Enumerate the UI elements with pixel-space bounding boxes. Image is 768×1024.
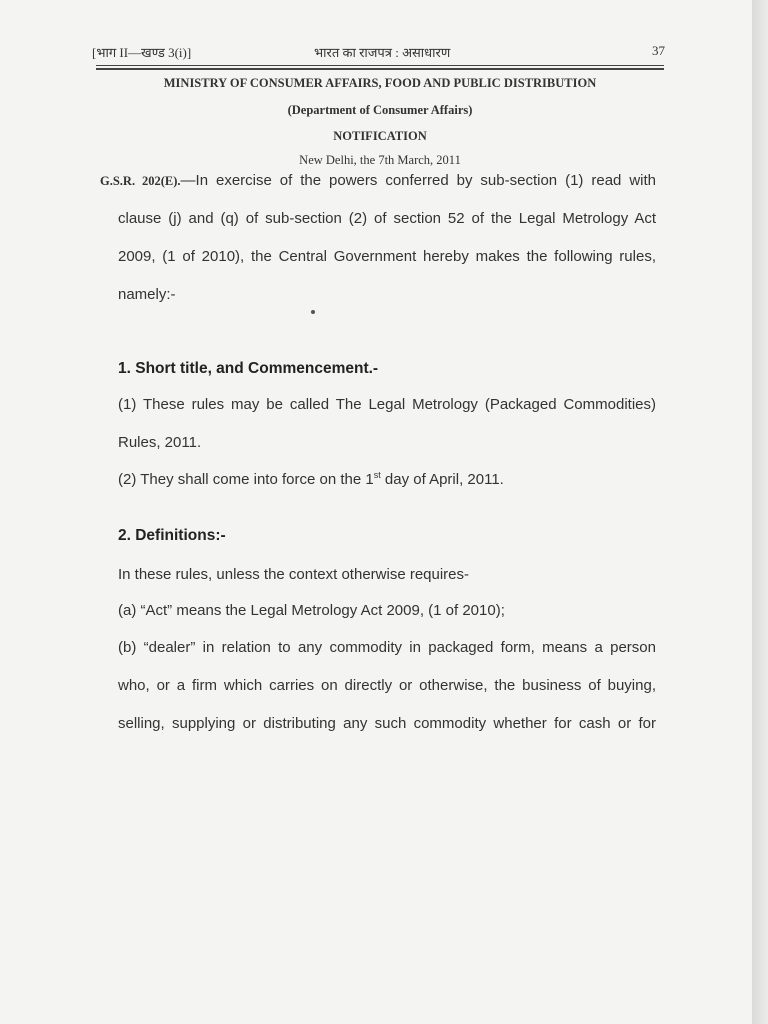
department-title: (Department of Consumer Affairs) bbox=[287, 103, 473, 117]
header-rule-thick bbox=[96, 68, 664, 70]
scan-speck bbox=[311, 310, 315, 314]
definition-b-line-1: (b) “dealer” in relation to any commodity in packaged form, means a person bbox=[118, 639, 656, 656]
section-2-heading: 2. Definitions:- bbox=[118, 527, 226, 544]
preamble-line-4: namely:- bbox=[118, 286, 176, 303]
definition-a: (a) “Act” means the Legal Metrology Act 2009, (1 of 2010); bbox=[118, 602, 505, 619]
section-1-para-1-line-2: Rules, 2011. bbox=[118, 434, 202, 451]
header-section-ref: [भाग II—खण्ड 3(i)] bbox=[92, 45, 192, 60]
section-2-intro: In these rules, unless the context otherwise requires- bbox=[118, 566, 470, 583]
preamble-line-3: 2009, (1 of 2010), the Central Government hereby makes the following rules, bbox=[118, 248, 656, 265]
header-rule-thin bbox=[96, 65, 664, 66]
header-page-number: 37 bbox=[652, 43, 665, 58]
section-1-heading: 1. Short title, and Commencement.- bbox=[118, 360, 379, 377]
notification-date: New Delhi, the 7th March, 2011 bbox=[299, 153, 461, 167]
para-2-text: (2) They shall come into force on the 1 bbox=[118, 471, 374, 488]
header-gazette-title: भारत का राजपत्र : असाधारण bbox=[314, 45, 451, 60]
definition-b-line-2: who, or a firm which carries on directly or otherwise, the business of buying, bbox=[118, 677, 656, 694]
preamble-line-1 bbox=[100, 172, 656, 189]
ministry-title: MINISTRY OF CONSUMER AFFAIRS, FOOD AND PUBLIC DISTRIBUTION bbox=[163, 76, 597, 90]
preamble-line-2: clause (j) and (q) of sub-section (2) of section 52 of the Legal Metrology Act bbox=[118, 210, 656, 227]
section-1-para-1-line-1: (1) These rules may be called The Legal Metrology (Packaged Commodities) bbox=[118, 396, 656, 413]
definition-b-line-3: selling, supplying or distributing any such commodity whether for cash or for bbox=[118, 715, 656, 732]
notification-title: NOTIFICATION bbox=[333, 129, 427, 143]
gsr-number: G.S.R. 202(E). bbox=[100, 174, 181, 188]
preamble-text-1: —In exercise of the powers conferred by sub-section (1) read with bbox=[180, 172, 657, 189]
ordinal-suffix: st bbox=[373, 470, 381, 480]
para-2-text-end: day of April, 2011. bbox=[380, 471, 504, 488]
section-1-para-2 bbox=[118, 470, 656, 488]
page-edge-shadow bbox=[752, 0, 768, 1024]
